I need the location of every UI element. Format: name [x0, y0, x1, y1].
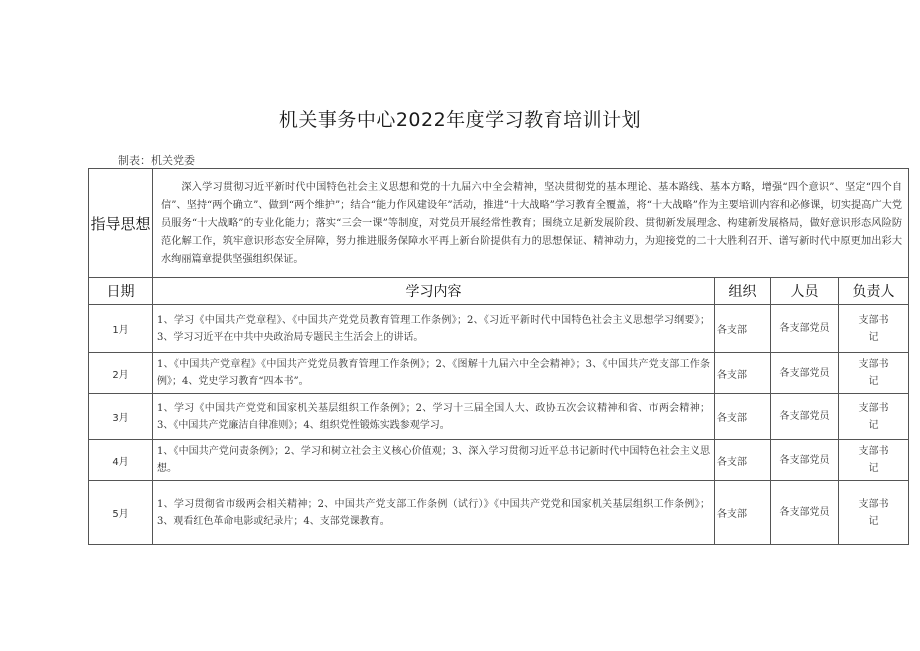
guide-row: [89, 169, 909, 278]
header-date: 日期: [89, 278, 153, 305]
row-person: 各支部党员: [771, 440, 839, 481]
guide-text: 深入学习贯彻习近平新时代中国特色社会主义思想和党的十九届六中全会精神，坚决贯彻党的基本理论、基本路线、基本方略，增强“四个意识”、坚定“四个自信”、坚持“两个确立”、做到“两个维护”；结合“能力作风建设年”活动，推进“十大战略”学习教育全覆盖，将“十大战略”作为主要培训内容和必修课，切实提高广大党员服务“十大战略”的专业化能力；落实“三会一课”等制度，对党员开展经常性教育；围绕立足新发展阶段、贯彻新发展理念、构建新发展格局，做好意识形态风险防范化解工作，筑牢意识形态安全屏障，努力推进服务保障水平再上新台阶提供有力的思想保证、精神动力，为迎接党的二十大胜利召开、谱写新时代中原更加出彩大水绚丽篇章提供坚强组织保证。: [153, 169, 909, 278]
table-row: [89, 353, 909, 394]
row-month: 2月: [89, 353, 153, 394]
row-org: 各支部: [715, 353, 771, 394]
row-content: 1、《中国共产党问责条例》；2、学习和树立社会主义核心价值观；3、深入学习贯彻习近平总书记新时代中国特色社会主义思想。: [153, 440, 715, 481]
row-content: 1、学习贯彻省市级两会相关精神；2、中国共产党支部工作条例（试行）》《中国共产党党和国家机关基层组织工作条例》；3、观看红色革命电影或纪录片；4、支部党课教育。: [153, 481, 715, 545]
row-content: 1、学习《中国共产党党和国家机关基层组织工作条例》；2、学习十三届全国人大、政协五次会议精神和省、市两会精神；3、《中国共产党廉洁自律准则》；4、组织党性锻炼实践参观学习。: [153, 394, 715, 440]
page-title: 机关事务中心2022年度学习教育培训计划: [278, 109, 642, 131]
header-lead: 负责人: [839, 278, 909, 305]
row-month: 3月: [89, 394, 153, 440]
table-row: [89, 481, 909, 545]
row-person: 各支部党员: [771, 481, 839, 545]
row-lead: 支部书记: [839, 305, 909, 353]
header-content: 学习内容: [153, 278, 715, 305]
row-lead: 支部书记: [839, 440, 909, 481]
row-lead: 支部书记: [839, 353, 909, 394]
row-person: 各支部党员: [771, 353, 839, 394]
table-row: [89, 394, 909, 440]
row-content: 1、《中国共产党章程》《中国共产党党员教育管理工作条例》；2、《图解十九届六中全会精神》；3、《中国共产党支部工作条例》；4、党史学习教育“四本书”。: [153, 353, 715, 394]
row-person: 各支部党员: [771, 305, 839, 353]
row-org: 各支部: [715, 305, 771, 353]
table-maker: 制表：机关党委: [118, 154, 195, 167]
header-person: 人员: [771, 278, 839, 305]
row-lead: 支部书记: [839, 394, 909, 440]
table-row: [89, 440, 909, 481]
training-plan-table: [88, 168, 909, 545]
header-org: 组织: [715, 278, 771, 305]
header-row: [89, 278, 909, 305]
row-person: 各支部党员: [771, 394, 839, 440]
row-org: 各支部: [715, 394, 771, 440]
row-org: 各支部: [715, 440, 771, 481]
row-content: 1、学习《中国共产党章程》、《中国共产党党员教育管理工作条例》；2、《习近平新时代中国特色社会主义思想学习纲要》；3、学习习近平在中共中央政治局专题民主生活会上的讲话。: [153, 305, 715, 353]
guide-label: 指导思想: [89, 169, 153, 278]
row-org: 各支部: [715, 481, 771, 545]
row-lead: 支部书记: [839, 481, 909, 545]
row-month: 1月: [89, 305, 153, 353]
row-month: 5月: [89, 481, 153, 545]
table-row: [89, 305, 909, 353]
row-month: 4月: [89, 440, 153, 481]
